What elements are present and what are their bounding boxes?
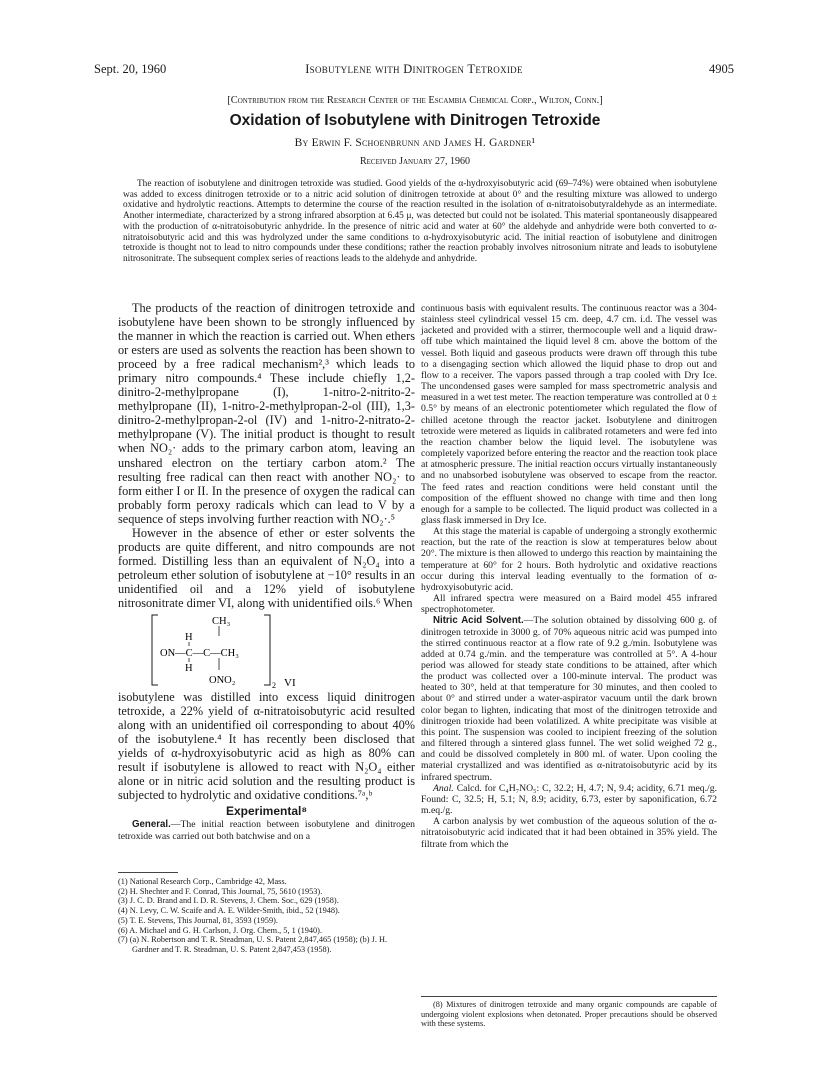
contribution-line: [Contribution from the Research Center of the Escambia Chemical Corp., Wilton, Conn.] — [227, 95, 603, 106]
authors-line: By Erwin F. Schoenbrunn and James H. Gardner¹ — [294, 137, 536, 149]
experimental-heading: Experimental⁸ — [225, 804, 308, 819]
general-paragraph — [118, 819, 415, 841]
footnote-4: (4) N. Levy, C. W. Scaife and A. E. Wilder-Smith, ibid., 52 (1948). — [118, 906, 340, 916]
formula-h-bottom: H — [185, 663, 193, 675]
formula-ono2: ONO₂ — [209, 675, 236, 687]
structure-formula-vi — [118, 611, 415, 689]
left-column — [118, 301, 415, 842]
formula-h-top: H — [185, 632, 193, 644]
abstract: The reaction of isobutylene and dinitrogen tetroxide was studied. Good yields of the α-hydroxyisobutyric acid (69–74%) were obtained when isobutylene was added to excess dinitrogen tetroxide or to a nitric acid solution of dinitrogen tetroxide at about 0° and the resulting mixture was allowed to undergo oxidative and hydrolytic reactions. Attempts to determine the course of the reaction resulted in the isolation of α-nitratoisobutyraldehyde as an intermediate. Another intermediate, characterized by a strong infrared absorption at 6.45 μ, was detected but could not be isolated. This material spontaneously disappeared with the production of α-nitratoisobutyric anhydride. In the presence of nitric acid and water at 60° the aldehyde and anhydride were both converted to α-nitratoisobutyric acid and this was hydrolyzed under the same conditions to α-hydroxyisobutyric acid. The initial reaction of isobutylene and dinitrogen tetroxide is thought not to lead to nitro compounds under these conditions; rather the reaction probably involves nitrosonium nitrate and leads to isobutylene nitrosonitrate. The subsequent complex series of reactions leads to the aldehyde and anhydride. — [123, 179, 717, 264]
header-page-number: 4905 — [709, 62, 734, 76]
footnotes — [118, 877, 415, 955]
nitric-acid-label: Nitric Acid Solvent. — [433, 615, 524, 627]
formula-ch3-top: CH₃ — [212, 616, 231, 628]
footnote-5: (5) T. E. Stevens, This Journal, 81, 3593 (1959). — [118, 915, 278, 925]
footnote-1: (1) National Research Corp., Cambridge 42, Mass. — [118, 877, 287, 886]
infrared-paragraph: All infrared spectra were measured on a Baird model 455 infrared spectrophotometer. — [421, 593, 717, 616]
intro-paragraph-2: However in the absence of ether or ester solvents the products are quite different, and nitro compounds are not formed. Distilling less than an equivalent of N₂O₄ into a petroleum ether solution of isobutylene at −10° results in an unidentified oil and a 12% yield of isobutylene nitrosonitrate dimer VI, along with unidentified oils.⁶ When — [118, 525, 415, 610]
formula-drawing — [118, 611, 415, 689]
nitric-acid-text: —The solution obtained by dissolving 600 g. of dinitrogen tetroxide in 3000 g. of 70% aqueous nitric acid was pumped into the stirred continuous reactor at a flow rate of 9.2 g./min. Isobutylene was added at 0.74 g./min. and the temperature was controlled at 5°. A 4-hour period was allowed for steady state conditions to be attained, after which the product was collected over a 100-minute interval. The product was heated to 30°, held at that temperature for 30 minutes, and then cooled to about 0° and stirred under a water-aspirator vacuum until the dark brown color began to lighten, indicating that most of the dinitrogen tetroxide and dinitrogen trioxide had been volatilized. A white precipitate was visible at this point. The suspension was cooled to incipient freezing of the solution and filtered through a sintered glass funnel. The wet solid weighed 72 g., and could be dissolved completely in 800 ml. of water. Upon cooling the material crystallized and was identified as α-nitratoisobutyric acid by its infrared spectrum. — [421, 615, 717, 783]
formula-chain: ON—C—C—CH₃ — [160, 648, 239, 660]
nitric-acid-paragraph — [421, 615, 717, 782]
analysis-label: Anal. — [433, 782, 454, 794]
footnote-8: (8) Mixtures of dinitrogen tetroxide and many organic compounds are capable of undergoing violent explosions when detonated. Proper precautions should be observed with these systems. — [421, 1000, 717, 1029]
general-text: —The initial reaction between isobutylene and dinitrogen tetroxide was carried out both batchwise and on a — [118, 819, 415, 842]
reactor-paragraph: continuous basis with equivalent results. The continuous reactor was a 304-stainless steel cylindrical vessel 15 cm. deep, 4.7 cm. i.d. The vessel was jacketed and provided with a stirrer, thermocouple well and a liquid draw-off tube which maintained the liquid level 8 cm. above the bottom of the vessel. Both liquid and gaseous products were drawn off through this tube to a disengaging section which allowed the liquid phase to drop out and flow to a receiver. The vapors passed through a trap cooled with Dry Ice. The uncondensed gases were sampled for mass spectrometric analysis and measured in a wet test meter. The reaction temperature was controlled at 0 ± 0.5° by means of an electronic potentiometer which regulated the flow of chilled acetone through the reactor jacket. Isobutylene and dinitrogen tetroxide were metered as liquids in calibrated rotameters and were fed into the reaction chamber below the liquid level. The isobutylene was completely vaporized before entering the reactor and the reaction took place at atmospheric pressure. The initial reaction occurs virtually instantaneously and no unabsorbed isobutylene was observed to escape from the reactor. The feed rates and reaction conditions were held constant until the composition of the effluent showed no change with time and then long enough for a sample to be collected. The liquid product was collected in a glass flask immersed in Dry Ice. — [421, 303, 717, 526]
footnote-3: (3) J. C. D. Brand and I. D. R. Stevens, J. Chem. Soc., 629 (1958). — [118, 896, 339, 906]
exothermic-paragraph: At this stage the material is capable of undergoing a strongly exothermic reaction, but the rate of the reaction is slow at temperatures below about 20°. The mixture is then allowed to undergo this reaction by maintaining the temperature at 60° for 2 hours. Both hydrolytic and oxidative reactions occur during this interval leading eventually to the formation of α-hydroxyisobutyric acid. — [421, 526, 717, 593]
analysis-text: Calcd. for C₄H₇NO₅: C, 32.2; H, 4.7; N, 9.4; acidity, 6.71 meq./g. Found: C, 32.5; H, 5.1; N, 8.9; acidity, 6.73, ester by saponification, 6.72 m.eq./g. — [421, 782, 718, 817]
intro-paragraph-1: The products of the reaction of dinitrogen tetroxide and isobutylene have been shown to be strongly influenced by the manner in which the reaction is carried out. When ethers or esters are used as solvents the reaction has been shown to proceed by a free radical mechanism²,³ which leads to primary nitro compounds.⁴ These include chiefly 1,2-dinitro-2-methylpropane (I), 1-nitro-2-nitrito-2-methylpropane (II), 1-nitro-2-methylpropan-2-ol (III), 1,3-dinitro-2-methylpropan-2-ol (IV) and 1-nitro-2-nitrato-2-methylpropane (V). The initial product is thought to result when NO₂· adds to the primary carbon atom, leaving an unshared electron on the tertiary carbon atom.² The resulting free radical can then react with another NO₂· to form either I or II. In the presence of oxygen the radical can probably form peroxy radicals which can lead to V by a sequence of steps involving further reaction with NO₂·.⁵ — [118, 301, 415, 526]
footnote-rule — [118, 872, 178, 873]
intro-paragraph-3: isobutylene was distilled into excess liquid dinitrogen tetroxide, a 22% yield of α-nitratoisobutyric acid resulted along with an unidentified oil corresponding to about 40% of the isobutylene.⁴ It has recently been disclosed that yields of α-hydroxyisobutyric acid as high as 80% can result if isobutylene is allowed to react with N₂O₄ either alone or in nitric acid solution and the resulting product is subjected to hydrolytic and oxidative conditions.⁷ᵃ,ᵇ — [118, 690, 415, 803]
analysis-paragraph — [421, 783, 717, 816]
footnote-8-rule — [421, 996, 717, 997]
footnote-7: (7) (a) N. Robertson and T. R. Steadman, U. S. Patent 2,847,465 (1958); (b) J. H. Gardner and T. R. Steadman, U. S. Patent 2,847,453 (1958). — [118, 935, 388, 954]
footnote-6: (6) A. Michael and G. H. Carlson, J. Org. Chem., 5, 1 (1940). — [118, 925, 323, 935]
right-column — [421, 303, 717, 850]
header-date: Sept. 20, 1960 — [94, 62, 167, 76]
formula-label: VI — [284, 677, 296, 690]
general-label: General. — [132, 819, 171, 831]
header-running-title: Isobutylene with Dinitrogen Tetroxide — [305, 62, 523, 76]
formula-subscript: 2 — [272, 681, 276, 690]
article-title: Oxidation of Isobutylene with Dinitrogen Tetroxide — [229, 112, 601, 129]
carbon-analysis-paragraph: A carbon analysis by wet combustion of the aqueous solution of the α-nitratoisobutyric acid indicated that it had been obtained in 35% yield. The filtrate from which the — [421, 816, 717, 850]
footnote-2: (2) H. Shechter and F. Conrad, This Journal, 75, 5610 (1953). — [118, 886, 323, 896]
received-date: Received January 27, 1960 — [359, 156, 471, 167]
